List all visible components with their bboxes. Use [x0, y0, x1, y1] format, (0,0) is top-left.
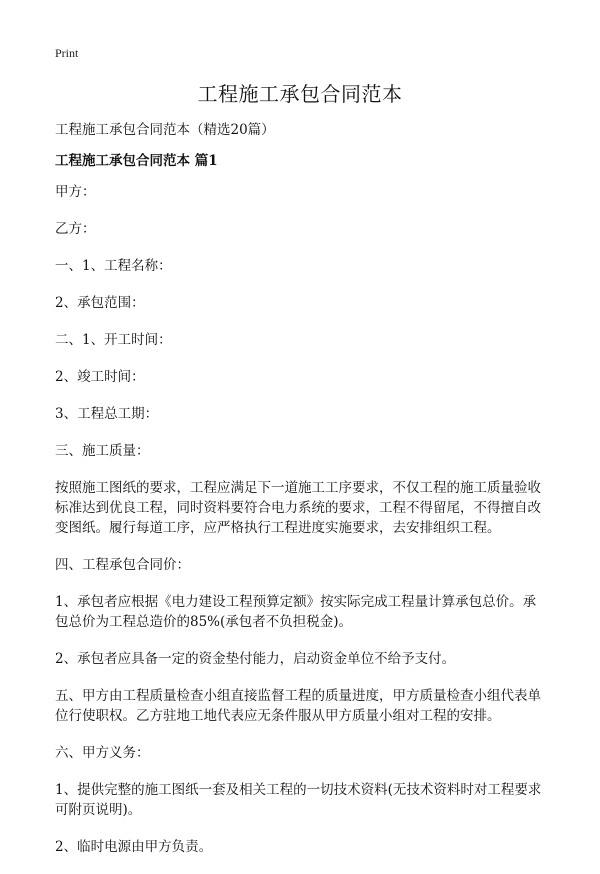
supervision-paragraph: 五、甲方由工程质量检查小组直接监督工程的质量进度，甲方质量检查小组代表单位行使职权。乙方驻地工地代表应无条件服从甲方质量小组对工程的安排。	[55, 688, 541, 724]
total-duration-line: 3、工程总工期：	[55, 406, 159, 422]
price-clause-2: 2、承包者应具备一定的资金垫付能力，启动资金单位不给予支付。	[55, 651, 456, 667]
completion-time-line: 2、竣工时间：	[55, 369, 145, 385]
party-b-line: 乙方：	[55, 221, 96, 237]
obligation-clause-2: 2、临时电源由甲方负责。	[55, 839, 213, 855]
section-heading: 工程施工承包合同范本 篇1	[55, 153, 218, 169]
price-clause-1: 1、承包者应根据《电力建设工程预算定额》按实际完成工程量计算承包总价。承包总价为工程总造价的85%(承包者不负担税金)。	[55, 594, 537, 630]
contract-price-heading: 四、工程承包合同价：	[55, 557, 190, 573]
start-time-line: 二、1、开工时间：	[55, 332, 172, 348]
obligation-clause-1: 1、提供完整的施工图纸一套及相关工程的一切技术资料(无技术资料时对工程要求可附页说明)。	[55, 782, 542, 818]
quality-heading: 三、施工质量：	[55, 443, 150, 459]
project-name-line: 一、1、工程名称：	[55, 258, 172, 274]
party-a-line: 甲方：	[55, 184, 96, 200]
print-link[interactable]: Print	[55, 46, 79, 60]
quality-paragraph: 按照施工图纸的要求，工程应满足下一道施工工序要求，不仅工程的施工质量验收标准达到优良工程，同时资料要符合电力系统的要求，工程不得留尾，不得擅自改变图纸。履行每道工序，应严格执行工程进度实施要求，去安排组织工程。	[55, 480, 541, 536]
document-body	[55, 120, 544, 874]
contract-scope-line: 2、承包范围：	[55, 295, 145, 311]
party-a-obligations-heading: 六、甲方义务：	[55, 745, 150, 761]
page-title: 工程施工承包合同范本	[197, 82, 403, 106]
document-subtitle: 工程施工承包合同范本（精选20篇）	[55, 122, 275, 138]
